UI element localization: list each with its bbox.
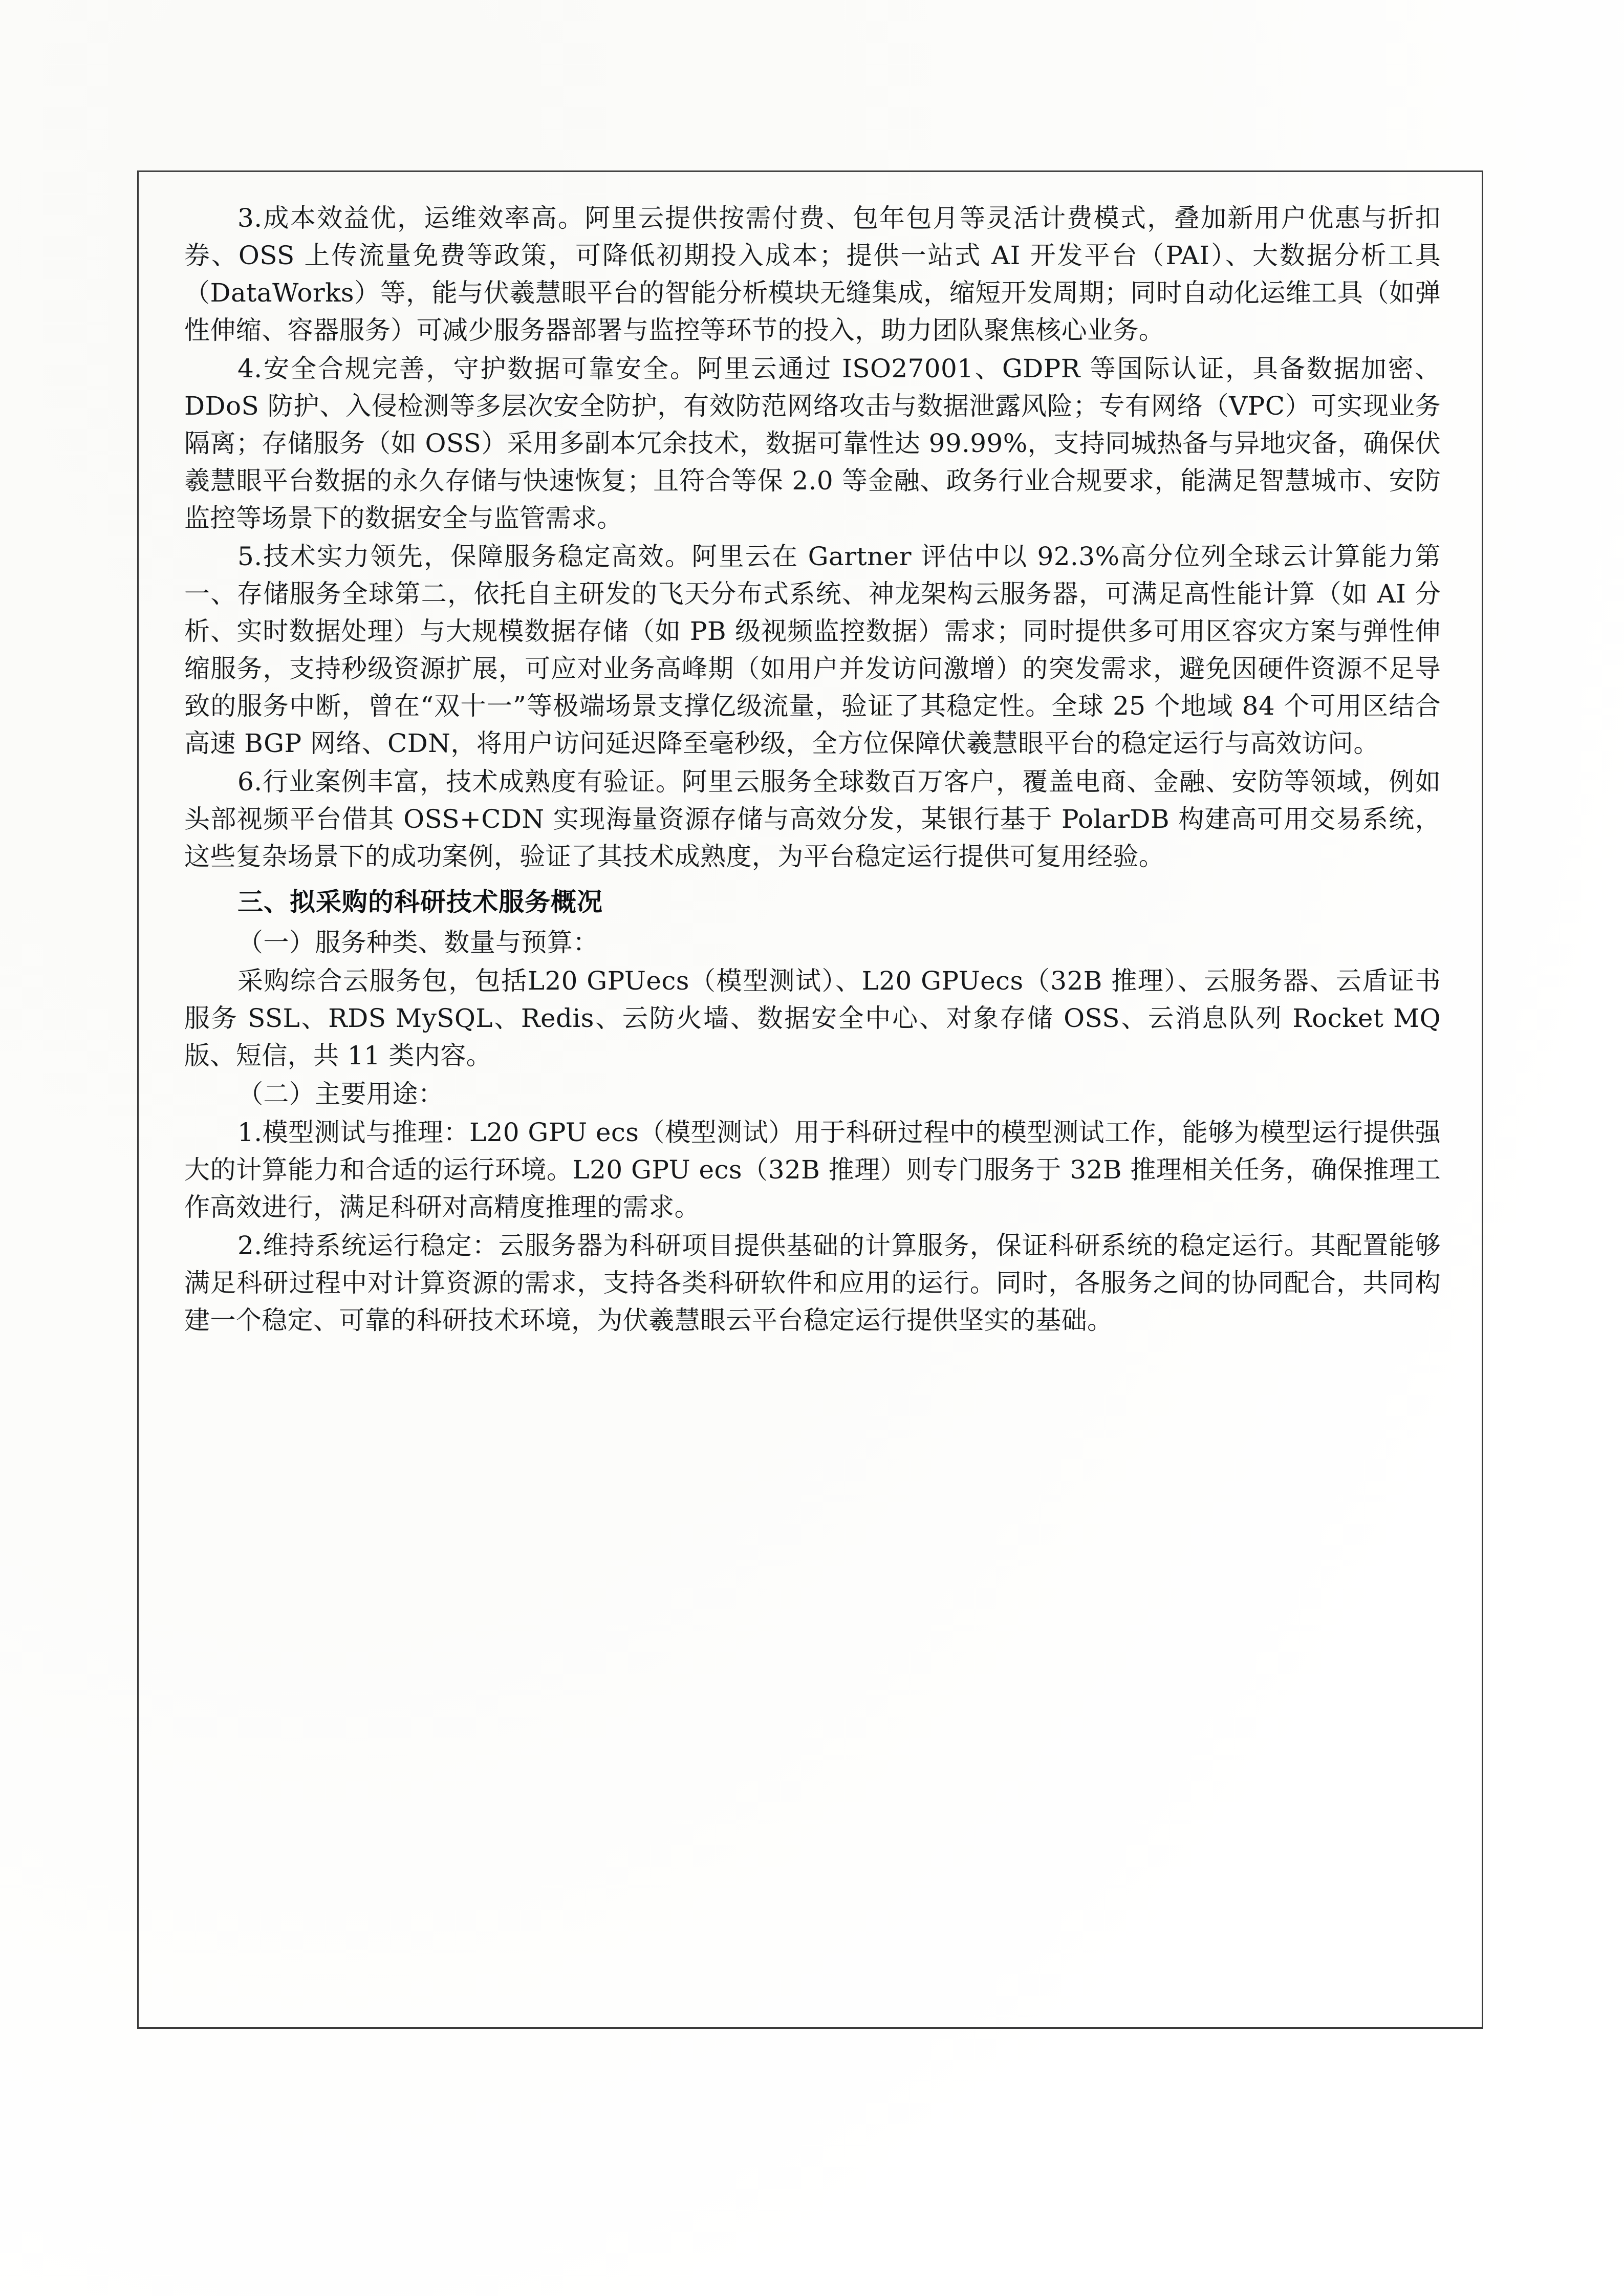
subsection-two-title: （二）主要用途： <box>237 1079 444 1109</box>
paragraph-4: 4.安全合规完善，守护数据可靠安全。阿里云通过 ISO27001、GDPR 等国际认证，具备数据加密、DDoS 防护、入侵检测等多层次安全防护，有效防范网络攻击与数据泄露风险；专有网络（VPC）可实现业务隔离；存储服务（如 OSS）采用多副本冗余技术，数据可靠性达 99.99%，支持同城热备与异地灾备，确保伏羲慧眼平台数据的永久存储与快速恢复；且符合等保 2.0 等金融、政务行业合规要求，能满足智慧城市、安防监控等场景下的数据安全与监管需求。 <box>184 354 1441 533</box>
section-heading-three: 三、拟采购的科研技术服务概况 <box>237 887 603 917</box>
document-body <box>154 179 1469 1361</box>
paragraph-6: 6.行业案例丰富，技术成熟度有验证。阿里云服务全球数百万客户，覆盖电商、金融、安防等领域，例如头部视频平台借其 OSS+CDN 实现海量资源存储与高效分发，某银行基于 PolarDB 构建高可用交易系统，这些复杂场景下的成功案例，验证了其技术成熟度，为平台稳定运行提供可复用经验。 <box>184 767 1441 871</box>
paragraph-5: 5.技术实力领先，保障服务稳定高效。阿里云在 Gartner 评估中以 92.3%高分位列全球云计算能力第一、存储服务全球第二，依托自主研发的飞天分布式系统、神龙架构云服务器，可满足高性能计算（如 AI 分析、实时数据处理）与大规模数据存储（如 PB 级视频监控数据）需求；同时提供多可用区容灾方案与弹性伸缩服务，支持秒级资源扩展，可应对业务高峰期（如用户并发访问激增）的突发需求，避免因硬件资源不足导致的服务中断，曾在“双十一”等极端场景支撑亿级流量，验证了其稳定性。全球 25 个地域 84 个可用区结合高速 BGP 网络、CDN，将用户访问延迟降至毫秒级，全方位保障伏羲慧眼平台的稳定运行与高效访问。 <box>184 542 1441 758</box>
subsection-one-title: （一）服务种类、数量与预算： <box>237 928 599 957</box>
paragraph-usage-2: 2.维持系统运行稳定：云服务器为科研项目提供基础的计算服务，保证科研系统的稳定运行。其配置能够满足科研过程中对计算资源的需求，支持各类科研软件和应用的运行。同时，各服务之间的协同配合，共同构建一个稳定、可靠的科研技术环境，为伏羲慧眼云平台稳定运行提供坚实的基础。 <box>184 1231 1441 1335</box>
paragraph-usage-1: 1.模型测试与推理：L20 GPU ecs（模型测试）用于科研过程中的模型测试工作，能够为模型运行提供强大的计算能力和合适的运行环境。L20 GPU ecs（32B 推理）则专门服务于 32B 推理相关任务，确保推理工作高效进行，满足科研对高精度推理的需求。 <box>184 1118 1441 1222</box>
paragraph-3: 3.成本效益优，运维效率高。阿里云提供按需付费、包年包月等灵活计费模式，叠加新用户优惠与折扣券、OSS 上传流量免费等政策，可降低初期投入成本；提供一站式 AI 开发平台（PAI）、大数据分析工具（DataWorks）等，能与伏羲慧眼平台的智能分析模块无缝集成，缩短开发周期；同时自动化运维工具（如弹性伸缩、容器服务）可减少服务器部署与监控等环节的投入，助力团队聚焦核心业务。 <box>184 203 1441 345</box>
paragraph-service-list: 采购综合云服务包，包括L20 GPUecs（模型测试）、L20 GPUecs（32B 推理）、云服务器、云盾证书服务 SSL、RDS MySQL、Redis、云防火墙、数据安全中心、对象存储 OSS、云消息队列 Rocket MQ 版、短信，共 11 类内容。 <box>184 966 1441 1070</box>
